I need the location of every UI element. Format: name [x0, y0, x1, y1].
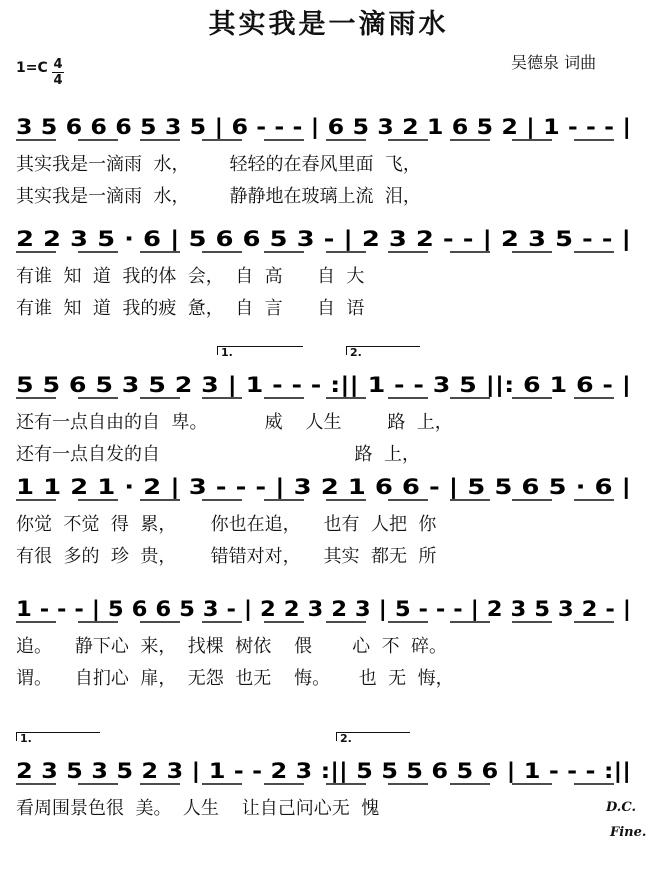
- time-signature-top: 4: [53, 57, 63, 72]
- fine-mark: Fine.: [610, 825, 647, 840]
- notation-row: [16, 368, 641, 404]
- time-signature-bottom: 4: [53, 73, 63, 88]
- lyric-line: 还有一点自发的自 路 上，: [16, 444, 420, 465]
- volta-bracket: 1.: [16, 732, 100, 741]
- lyric-line: 还有一点自由的自 卑。 威 人生 路 上，: [16, 412, 453, 433]
- notation-row: [16, 222, 641, 258]
- lyric-line: 看周围景色很 美。 人生 让自己问心无 愧: [16, 798, 380, 819]
- page-title: 其实我是一滴雨水: [208, 9, 449, 40]
- dc-mark: D.C.: [606, 800, 636, 815]
- notation-text: 1 1 2 1 · 2 | 3 - - - | 3 2 1 6 6 - | 5 5 6 5 · 6 |: [16, 475, 515, 499]
- lyric-line: 其实我是一滴雨 水， 静静地在玻璃上流 泪，: [16, 186, 421, 207]
- time-signature: [52, 58, 64, 87]
- lyric-line: 有谁 知 道 我的疲 惫， 自 言 自 语: [16, 298, 365, 319]
- author-credit: 吴德泉 词曲: [511, 53, 597, 72]
- notation-text: 3 5 6 6 6 5 3 5 | 6 - - - | 6 5 3 2 1 6 5 2 | 1 - - - |: [16, 115, 560, 139]
- volta-bracket: 1.: [217, 346, 303, 355]
- lyric-line: 有谁 知 道 我的体 会， 自 高 自 大: [16, 266, 365, 287]
- notation-text: 1 - - - | 5 6 6 5 3 - | 2 2 3 2 3 | 5 - - - | 2 3 5 3 2 - |: [16, 597, 585, 621]
- volta-bracket: 2.: [346, 346, 420, 355]
- notation-row: [16, 592, 641, 628]
- notation-text: 2 3 5 3 5 2 3 | 1 - - 2 3 :|| 5 5 5 6 5 6 | 1 - - - :||: [16, 759, 554, 783]
- notation-text: 5 5 6 5 3 5 2 3 | 1 - - - :|| 1 - - 3 5 ||: 6 1 6 - |: [16, 373, 526, 397]
- key-signature: 1=C: [16, 60, 48, 76]
- volta-bracket: 2.: [336, 732, 410, 741]
- notation-row: [16, 110, 641, 146]
- lyric-line: 你觉 不觉 得 累， 你也在追， 也有 人把 你: [16, 514, 437, 535]
- lyric-line: 其实我是一滴雨 水， 轻轻的在春风里面 飞，: [16, 154, 421, 175]
- notation-text: 2 2 3 5 · 6 | 5 6 6 5 3 - | 2 3 2 - - | 2 3 5 - - |: [16, 227, 515, 251]
- notation-row: [16, 754, 641, 790]
- lyric-line: 追。 静下心 来， 找棵 树依 偎 心 不 碎。: [16, 636, 448, 657]
- lyric-line: 有很 多的 珍 贵， 错错对对， 其实 都无 所: [16, 546, 437, 567]
- lyric-line: 谓。 自扪心 扉， 无怨 也无 悔。 也 无 悔，: [16, 668, 454, 689]
- notation-row: [16, 470, 641, 506]
